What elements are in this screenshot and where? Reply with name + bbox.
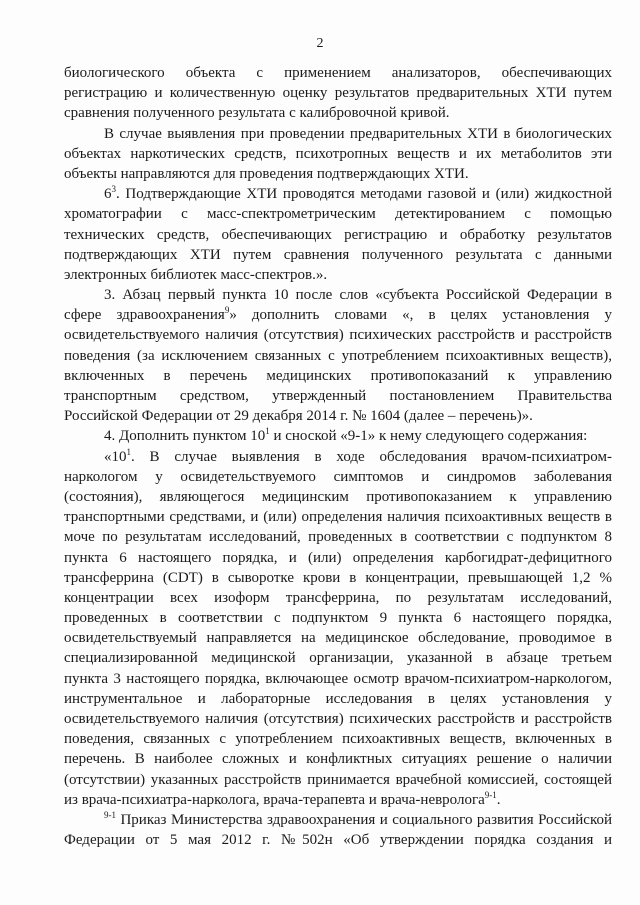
text-line xyxy=(64,447,612,467)
line-text: моче по результатам исследований, проведенных в соответствии с подпунктом 8 xyxy=(64,529,612,546)
superscript: 9-1 xyxy=(104,809,116,820)
line-text: подтверждающих ХТИ путем сравнения полученного результата с данными xyxy=(64,246,612,263)
text-line xyxy=(64,790,612,810)
line-text: освидетельствуемого наличия (отсутствия) психических расстройств и расстройств xyxy=(64,327,612,344)
line-text: «10 xyxy=(104,448,127,465)
line-text: освидетельствуемого наличия (отсутствия) психических расстройств и расстройств xyxy=(64,711,612,727)
line-text: перечень. В наиболее сложных и конфликтных ситуациях решение о наличии xyxy=(64,751,612,768)
text-line xyxy=(64,527,612,547)
line-text: проведенных в соответствии с подпунктом 9 пункта 6 настоящего порядка, xyxy=(64,610,612,627)
text-line xyxy=(64,426,612,446)
text-line xyxy=(64,83,612,103)
text-line xyxy=(64,628,612,648)
superscript: 1 xyxy=(126,446,131,457)
text-line xyxy=(64,669,612,689)
line-text: специализированной медицинской организации, указанной в абзаце третьем xyxy=(64,650,612,667)
line-text: хроматографии с масс-спектрометрическим детектированием с помощью xyxy=(64,206,612,223)
line-text: 3. Абзац первый пункта 10 после слов «субъекта Российской Федерации в xyxy=(104,287,612,304)
text-line xyxy=(64,406,612,426)
text-line xyxy=(64,749,612,769)
line-text: Российской Федерации от 29 декабря 2014 г. № 1604 (далее – перечень)». xyxy=(64,408,533,425)
text-line xyxy=(64,648,612,668)
text-line xyxy=(64,63,612,83)
document-body xyxy=(64,63,612,850)
line-text: сфере здравоохранения xyxy=(64,307,225,324)
text-line xyxy=(64,225,612,245)
text-line xyxy=(64,366,612,386)
text-line xyxy=(64,325,612,345)
text-line xyxy=(64,810,612,830)
line-text: регистрацию и количественную оценку результатов предварительных ХТИ путем xyxy=(64,85,612,102)
line-text: включенных в перечень медицинских противопоказаний к управлению xyxy=(64,367,612,384)
superscript: 9 xyxy=(224,305,230,316)
line-text: биологического объекта с применением анализаторов, обеспечивающих xyxy=(64,65,612,81)
line-text: освидетельствуемый направляется на медицинское обследование, проводимое в xyxy=(64,630,612,647)
text-line xyxy=(64,588,612,608)
line-text: объекты направляются для проведения подтверждающих ХТИ. xyxy=(64,165,469,182)
line-text: поведения, связанных с употреблением психоактивных веществ, включенных в xyxy=(64,731,612,748)
text-line xyxy=(64,245,612,265)
text-line xyxy=(64,568,612,588)
text-line xyxy=(64,346,612,366)
line-text: технических средств, обеспечивающих регистрацию и обработку результатов xyxy=(64,226,612,243)
line-text-continued: . xyxy=(496,791,501,808)
text-line xyxy=(64,729,612,749)
text-line xyxy=(64,507,612,527)
text-line xyxy=(64,467,612,487)
line-text: наркологом у освидетельствуемого симптомов и синдромов заболевания xyxy=(64,468,612,485)
text-line xyxy=(64,124,612,144)
line-text-continued: . В случае выявления в ходе обследования врачом-психиатром- xyxy=(131,448,612,465)
text-line xyxy=(64,164,612,184)
line-text: транспортным средством, утвержденный постановлением Правительства xyxy=(64,388,612,404)
line-text: (состояния), являющегося медицинским противопоказанием к управлению xyxy=(64,488,612,505)
line-text: 4. Дополнить пунктом 10 xyxy=(104,428,266,445)
line-text: сравнения полученного результата с калибровочной кривой. xyxy=(64,105,450,122)
line-text: Федерации от 5 мая 2012 г. №502н «Об утверждении порядка создания и xyxy=(64,832,612,849)
text-line xyxy=(64,285,612,305)
line-text-continued: и сноской «9-1» к нему следующего содержания: xyxy=(269,428,588,445)
line-text: инструментальное и лабораторные исследования в целях установления у xyxy=(64,690,612,707)
line-text: концентрации всех изоформ трансферрина, по результатам исследований, xyxy=(64,589,612,606)
text-line xyxy=(64,830,612,850)
line-text: пункта 3 настоящего порядка, включающее осмотр врачом-психиатром-наркологом, xyxy=(64,670,612,687)
text-line xyxy=(64,689,612,709)
line-text-continued: » дополнить словами «, в целях установления у xyxy=(229,307,612,324)
superscript: 1 xyxy=(265,426,270,437)
text-line xyxy=(64,204,612,224)
line-text: транспортными средствами, и (или) определения наличия психоактивных веществ в xyxy=(64,509,612,526)
line-text: из врача-психиатра-нарколога, врача-терапевта и врача-невролога xyxy=(64,791,485,808)
text-line xyxy=(64,608,612,628)
line-text-continued: . Подтверждающие ХТИ проводятся методами газовой и (или) жидкостной xyxy=(116,186,612,203)
line-text: 6 xyxy=(104,186,112,203)
line-text: (отсутствии) указанных расстройств принимается врачебной комиссией, состоящей xyxy=(64,771,612,788)
superscript: 3 xyxy=(111,184,116,195)
line-text: объектах наркотических средств, психотропных веществ и их метаболитов эти xyxy=(64,145,612,162)
superscript: 9-1 xyxy=(484,789,497,800)
line-text-continued: Приказ Министерства здравоохранения и социального развития Российской xyxy=(116,811,612,828)
text-line xyxy=(64,265,612,285)
text-line xyxy=(64,709,612,729)
text-line xyxy=(64,386,612,406)
text-line xyxy=(64,487,612,507)
line-text: пункта 6 настоящего порядка, и (или) определения карбогидрат-дефицитного xyxy=(64,549,612,566)
text-line xyxy=(64,305,612,325)
line-text: трансферрина (CDT) в сыворотке крови в концентрации, превышающей 1,2 % xyxy=(64,569,612,586)
text-line xyxy=(64,144,612,164)
line-text: электронных библиотек масс-спектров.». xyxy=(64,266,328,283)
page-number: 2 xyxy=(316,36,324,51)
text-line xyxy=(64,770,612,790)
line-text: В случае выявления при проведении предварительных ХТИ в биологических xyxy=(104,125,612,142)
text-line xyxy=(64,548,612,568)
line-text: поведения (за исключением связанных с употреблением психоактивных веществ), xyxy=(64,347,612,364)
text-line xyxy=(64,184,612,204)
text-line xyxy=(64,103,612,123)
